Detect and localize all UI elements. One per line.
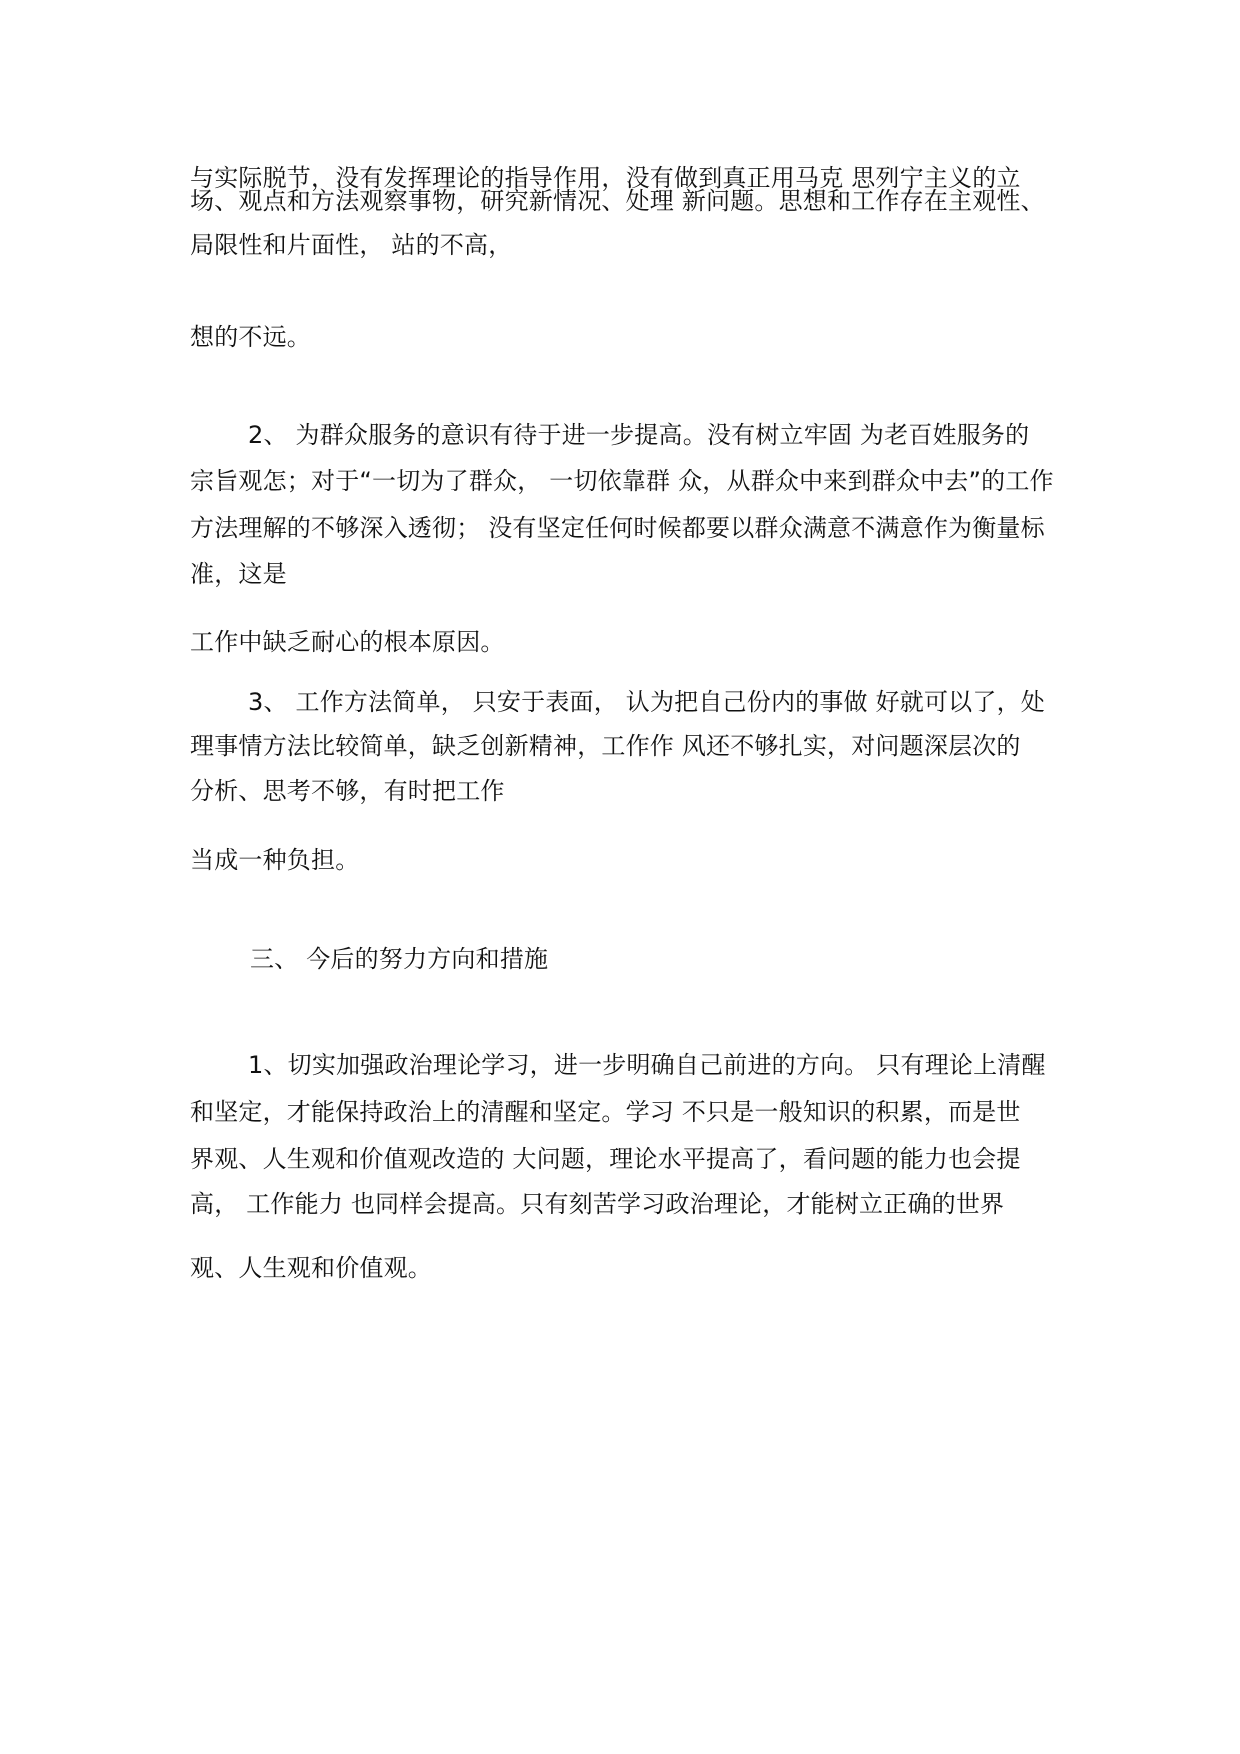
paragraph-line: 观、人生观和价值观。 bbox=[190, 1254, 432, 1282]
paragraph-line: 1、切实加强政治理论学习，进一步明确自己前进的方向。 只有理论上清醒 bbox=[248, 1051, 1046, 1079]
paragraph-line: 局限性和片面性， 站的不高， bbox=[190, 231, 513, 259]
section-heading: 三、 今后的努力方向和措施 bbox=[250, 945, 549, 973]
paragraph-line: 场、观点和方法观察事物，研究新情况、处理 新问题。思想和工作存在主观性、 bbox=[190, 187, 1045, 215]
paragraph-line: 2、 为群众服务的意识有待于进一步提高。没有树立牢固 为老百姓服务的 bbox=[248, 421, 1030, 449]
paragraph-line: 理事情方法比较简单，缺乏创新精神，工作作 风还不够扎实，对问题深层次的 bbox=[190, 732, 1021, 760]
paragraph-line: 与实际脱节，没有发挥理论的指导作用，没有做到真正用马克 思列宁主义的立 bbox=[190, 164, 1021, 192]
paragraph-line: 高， 工作能力 也同样会提高。只有刻苦学习政治理论，才能树立正确的世界 bbox=[190, 1190, 1005, 1218]
paragraph-line: 方法理解的不够深入透彻； 没有坚定任何时候都要以群众满意不满意作为衡量标 bbox=[190, 514, 1045, 542]
paragraph-line: 想的不远。 bbox=[190, 323, 311, 351]
paragraph-line: 和坚定，才能保持政治上的清醒和坚定。学习 不只是一般知识的积累，而是世 bbox=[190, 1098, 1021, 1126]
paragraph-line: 3、 工作方法简单， 只安于表面， 认为把自己份内的事做 好就可以了，处 bbox=[248, 688, 1045, 716]
paragraph-line: 工作中缺乏耐心的根本原因。 bbox=[190, 628, 505, 656]
paragraph-line: 分析、思考不够，有时把工作 bbox=[190, 777, 505, 805]
paragraph-line: 界观、人生观和价值观改造的 大问题，理论水平提高了，看问题的能力也会提 bbox=[190, 1145, 1021, 1173]
paragraph-line: 宗旨观怎；对于“一切为了群众， 一切依靠群 众，从群众中来到群众中去”的工作 bbox=[190, 467, 1054, 495]
paragraph-line: 准，这是 bbox=[190, 560, 287, 588]
paragraph-line: 当成一种负担。 bbox=[190, 846, 360, 874]
